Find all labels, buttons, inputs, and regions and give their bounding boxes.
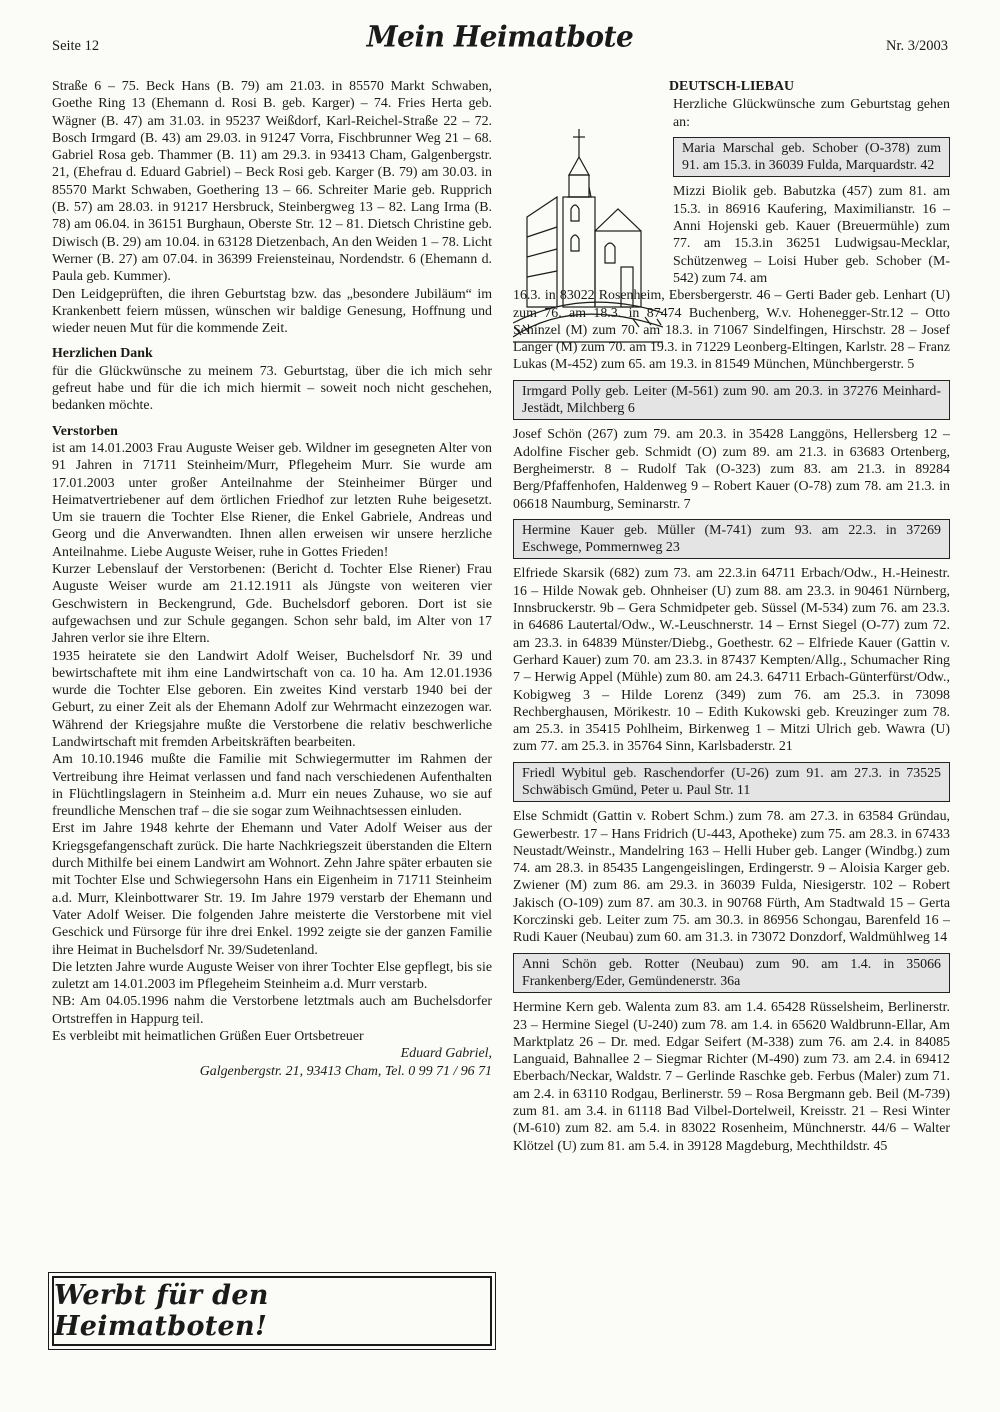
birthday-list-continued: Straße 6 – 75. Beck Hans (B. 79) am 21.03. in 85570 Markt Schwaben, Goethe Ring 13 (Ehemann d. Rosi B. geb. Karger) – 74. Fries Herta geb. Wägner (B. 47) am 31.03. in 95237 Weißdorf, Karl-Reichel-Straße 22 – 72. Bosch Irmgard (B. 43) am 29.03. in 91247 Vorra, Fischbrunner Weg 21 – 68. Gabriel Rosa geb. Thammer (B. 11) am 29.3. in 93413 Cham, Galgenbergstr. 21, (Ehefrau d. Eduard Gabriel) – Beck Rosi geb. Karger (B. 79) am 30.03. in 85570 Markt Schwaben, Goethering 13 – 66. Schreiter Marie geb. Rupprich (B. 57) am 28.03. in 91217 Hersbruck, Steinbergweg 13 – 82. Lang Irma (B. 78) am 06.04. in 36151 Burghaun, Oberste Str. 12 – 81. Dietsch Christine geb. Diwisch (B. 29) am 10.04. in 63128 Dietzenbach, An den Weiden 1 – 78. Licht Werner (B. 27) am 07.04. in 36399 Freiensteinau, Nordendstr. 6 (Ehemann d. Paula geb. Kummer). [52, 79, 492, 285]
masthead-title: Mein Heimatbote [366, 19, 634, 54]
thanks-text: für die Glückwünsche zu meinem 73. Geburtstag, über die ich mich sehr gefreut habe und für die ich mich hiermit – soweit noch nicht geschehen, bedanken möchte. [52, 363, 492, 414]
signature-address: Galgenbergstr. 21, 93413 Cham, Tel. 0 99 71 / 96 71 [199, 1063, 492, 1079]
highlight-text: Hermine Kauer geb. Müller (M-741) zum 93. am 22.3. in 37269 Eschwege, Pommernweg 23 [522, 522, 941, 556]
obituary-paragraph: 1935 heiratete sie den Landwirt Adolf Weiser, Buchelsdorf Nr. 39 und bewirtschaftete mit ihm eine Landwirtschaft von ca. 10 ha. Am 12.01.1936 wurde die Tochter Else geboren. Ein zweites Kind verstarb 1940 bei der Geburt, zu einer Zeit als der Ehemann Adolf zur Wehrmacht einzezogen war. Während der Kriegsjahre mußte die Verstorbene die relativ beschwerliche Landwirtschaft mit fremden Arbeitskräften bearbeiten. [52, 648, 492, 750]
promo-text: Werbt für den Heimatboten! [54, 1280, 269, 1342]
highlight-text: Friedl Wybitul geb. Raschendorfer (U-26) zum 91. am 27.3. in 73525 Schwäbisch Gmünd, Peter u. Paul Str. 11 [522, 765, 941, 798]
obituary-paragraph: Erst im Jahre 1948 kehrte der Ehemann und Vater Adolf Weiser aus der Kriegsgefangenschaft zurück. Die harte Nachkriegszeit überstanden die Eltern durch Mithilfe bei einem Landwirt am Wohnort. Zehn Jahre später erbauten sie mit Tochter Else und Schwiegersohn Hans ein Eigenheim in 71711 Steinheim a.d. Murr, Kleinbottwarer Str. 19. Im Jahre 1979 verstarb der Ehemann und Vater Adolf Weiser. Die folgenden Jahre meisterte die Verstorbene mit viel Geschick und Fürsorge für ihre drei Enkel. 1992 zeigte sie der ganzen Familie ihre Heimat in Buchelsdorf Nr. 39/Sudetenland. [52, 821, 492, 958]
page-number: Seite 12 [52, 38, 100, 54]
section-title-deutsch-liebau: DEUTSCH-LIEBAU [668, 79, 795, 94]
left-column [52, 78, 492, 1080]
obituary-note: NB: Am 04.05.1996 nahm die Verstorbene letztmals auch am Buchelsdorfer Ortstreffen in Happurg teil. [52, 994, 492, 1027]
highlight-text: Maria Marschal geb. Schober (O-378) zum 91. am 15.3. in 36039 Fulda, Marquardstr. 42 [682, 140, 941, 174]
obituary-paragraph: Kurzer Lebenslauf der Verstorbenen: (Bericht d. Tochter Else Riener) Frau Auguste Weiser wurde am 21.12.1911 als Jüngste von weiteren vier Geschwistern in Beckengrund, Gde. Buchelsdorf geboren. Dort ist sie aufgewachsen und zur Schule gegangen. Schon sehr bald, im Alter von 17 Jahren verlor sie ihre Eltern. [52, 562, 492, 647]
issue-number: Nr. 3/2003 [885, 38, 948, 54]
highlight-box [513, 762, 950, 803]
closing-line: Es verbleibt mit heimatlichen Grüßen Euer Ortsbetreuer [52, 1029, 364, 1045]
promo-banner [52, 1276, 492, 1346]
highlight-box [673, 137, 950, 178]
get-well-wishes: Den Leidgeprüften, die ihren Geburtstag bzw. das „besondere Jubiläum“ im Krankenbett feiern müssen, wünschen wir baldige Genesung, Hoffnung und wieder neuen Mut für die kommende Zeit. [52, 286, 492, 337]
obituary-paragraph: ist am 14.01.2003 Frau Auguste Weiser geb. Wildner im gesegneten Alter von 91 Jahren in 71711 Steinheim/Murr, Pflegeheim Murr. Sie wurde am 17.01.2003 unter großer Anteilnahme der Steinheimer Bürger und Heimatvertriebener auf dem örtlichen Friedhof zur letzten Ruhe beigesetzt. Um sie trauern die Tochter Else Riener, die Enkel Gabriele, Andreas und Georg und die Anverwandten. Ihnen allen erweisen wir unsere herzliche Anteilnahme. Liebe Auguste Weiser, ruhe in Gottes Frieden! [52, 440, 492, 560]
birthday-paragraph: Elfriede Skarsik (682) zum 73. am 22.3.in 64711 Erbach/Odw., H.-Heinestr. 16 – Hilde Nowak geb. Ohnheiser (U) zum 88. am 23.3. in 90461 Nürnberg, Innsbruckerstr. 9b – Gera Schmidpeter geb. Süssel (M-534) zum 76. am 23.3. in 64686 Lautertal/Odw., W.-Leuschnerstr. 14 – Ernst Siegel (O-77) zum 72. am 23.3. in 64839 Münster/Diebg., Goethestr. 62 – Elfriede Kauer (Gattin v. Gerhard Kauer) zum 70. am 23.3. in 87437 Kempten/Allg., Schumacher Ring 7 – Herwig Appel (Mühle) zum 80. am 24.3. 64711 Erbach-Günterfürst/Odw., Kobigweg 3 – Hilde Lorenz (349) zum 76. am 25.3. in 73098 Rechberghausen, Mörikestr. 10 – Edith Kukowski geb. Kreuzinger zum 78. am 25.3. in 35415 Pohlheim, Birkenweg 1 – Mitzi Ulrich geb. Wawra (U) zum 77. am 25.3. in 35764 Sinn, Karlsbaderstr. 21 [513, 566, 950, 755]
greeting-intro: Herzliche Glückwünsche zum Geburtstag gehen an: [673, 97, 950, 130]
page-header [52, 18, 948, 62]
church-illustration [513, 127, 663, 347]
obituary-paragraph: Die letzten Jahre wurde Auguste Weiser von ihrer Tochter Else gepflegt, bis sie zuletzt am 14.01.2003 im Pflegeheim Steinheim a.d. Murr verstarb. [52, 959, 492, 993]
birthday-paragraph: Josef Schön (267) zum 79. am 20.3. in 35428 Langgöns, Hellersberg 12 – Adolfine Fischer geb. Schmidt (O) zum 89. am 21.3. in 63683 Ortenberg, Bergheimerstr. 8 – Rudolf Tak (O-323) zum 83. am 21.3. in 89284 Berg/Pfaffenhofen, Haldenweg 9 – Robert Kauer (O-78) zum 78. am 21.3. in 06618 Naumburg, Seminarstr. 7 [513, 427, 950, 512]
deceased-heading: Verstorben [52, 423, 118, 439]
highlight-text: Irmgard Polly geb. Leiter (M-561) zum 90. am 20.3. in 37276 Meinhard-Jestädt, Milchberg 6 [522, 383, 941, 417]
birthday-paragraph: 16.3. in 83022 Rosenheim, Ebersbergerstr. 46 – Gerti Bader geb. Lenhart (U) zum 76. am 18.3. in 87474 Buchenberg, W.v. Hohenegger-Str.12 – Otto Schinzel (M) zum 70. am 18.3. in 71067 Sindelfingen, Hirschstr. 28 – Josef Langer (M) zum 70. am 19.3. in 71229 Leonberg-Eltingen, Karlstr. 28 – Franz Lukas (M-452) zum 65. am 19.3. in 81549 München, Münchbergerstr. 5 [513, 288, 950, 373]
signature-name: Eduard Gabriel, [400, 1046, 492, 1062]
birthday-paragraph: Mizzi Biolik geb. Babutzka (457) zum 81. am 15.3. in 86916 Kaufering, Maximilianstr. 16 – Anni Hojenski geb. Kauer (Breuermühle) zum 77. am 15.3.in 36251 Ludwigsau-Mecklar, Schützenweg – Loisi Huber geb. Schober (M-542) zum 74. am [673, 184, 950, 286]
highlight-box [513, 519, 950, 560]
birthday-paragraph: Hermine Kern geb. Walenta zum 83. am 1.4. 65428 Rüsselsheim, Berlinerstr. 23 – Hermine Siegel (U-240) zum 78. am 1.4. in 65620 Waldbrunn-Ellar, Am Marktplatz 26 – Dr. med. Edgar Seifert (M-338) zum 76. am 2.4. in 84085 Languaid, Bahnallee 2 – Siegmar Richter (M-490) zum 73. am 2.4. in 69412 Eberbach/Neckar, Waldstr. 7 – Gerlinde Raschke geb. Ferbus (Maler) zum 71. am 2.4. in 63110 Rodgau, Berlinerstr. 59 – Rosa Bergmann geb. Beil (M-739) zum 81. am 3.4. in 61118 Bad Vilbel-Dortelweil, Kreisstr. 21 – Resi Winter (M-610) zum 82. am 5.4. in 83022 Rosenheim, Münchnerstr. 44/6 – Walter Klötzel (U) zum 81. am 5.4. in 39128 Magdeburg, Mechthildstr. 45 [513, 1000, 950, 1154]
birthday-paragraph: Else Schmidt (Gattin v. Robert Schm.) zum 78. am 27.3. in 63584 Gründau, Gewerbestr. 17 – Hans Fridrich (U-443, Apotheke) zum 75. am 28.3. in 67433 Neustadt/Weinstr., Mandelring 163 – Helli Huber geb. Langer (Windbg.) zum 74. am 28.3. in 85435 Langengeislingen, Erdingerstr. 9 – Aloisia Karger geb. Zwiener (M) zum 86. am 29.3. in 36039 Fulda, Niesigerstr. 102 – Robert Jakisch (O-109) zum 87. am 30.3. in 90768 Fürth, Am Stadtwald 15 – Gerta Korczinski geb. Leiter zum 75. am 30.3. in 86956 Schongau, Barenfeld 16 – Rudi Kauer (Neubau) zum 60. am 31.3. in 73072 Donzdorf, Waldmühlweg 14 [513, 809, 950, 946]
highlight-box [513, 380, 950, 421]
thanks-heading: Herzlichen Dank [52, 346, 153, 362]
obituary-paragraph: Am 10.10.1946 mußte die Familie mit Schwiegermutter im Rahmen der Vertreibung ihre Heimat verlassen und fand nach verschiedenen Aufenthalten in Flüchtlingslagern in Steinheim a.d. Murr ein neues Zuhause, wo sie auf freundliche Menschen traf – die sie sogar zum Weihnachtsessen einluden. [52, 752, 492, 820]
highlight-box [513, 953, 950, 994]
right-column [513, 78, 950, 1155]
highlight-text: Anni Schön geb. Rotter (Neubau) zum 90. am 1.4. in 35066 Frankenberg/Eder, Gemündenerstr. 36a [522, 956, 941, 989]
